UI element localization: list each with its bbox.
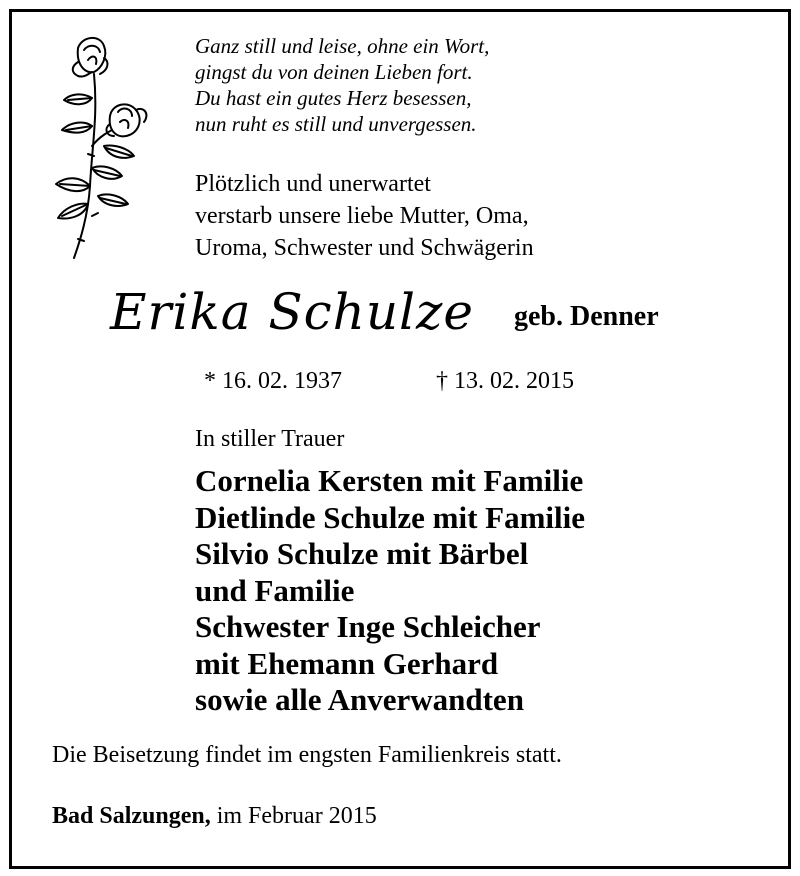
announcement-line: Plötzlich und unerwartet [195,171,431,197]
announcement-text [195,168,534,264]
birth-date: * 16. 02. 1937 [204,368,342,394]
deceased-name-line [110,280,710,350]
poem-line: Ganz still und leise, ohne ein Wort, [195,34,490,58]
announcement-line: verstarb unsere liebe Mutter, Oma, [195,203,529,229]
mourner-line: sowie alle Anverwandten [195,682,524,717]
poem-line: Du hast ein gutes Herz besessen, [195,86,472,110]
mourner-line: Dietlinde Schulze mit Familie [195,499,586,535]
mourner-line: mit Ehemann Gerhard [195,645,499,681]
death-date: † 13. 02. 2015 [436,368,574,394]
place: Bad Salzungen, [52,803,211,829]
announcement-line: Uroma, Schwester und Schwägerin [195,235,534,261]
birth-name: geb. Denner [514,301,659,332]
poem-line: nun ruht es still und unvergessen. [195,112,477,136]
mourner-line: Cornelia Kersten mit Familie [195,463,584,498]
mourner-line: Silvio Schulze mit Bärbel [195,536,529,571]
date: im Februar 2015 [216,803,377,829]
poem [195,33,489,137]
mourner-line: und Familie [195,572,355,608]
burial-note: Die Beisetzung findet im engsten Familienkreis statt. [52,742,562,768]
rose-icon [48,36,163,266]
mourners-list [195,463,585,719]
poem-line: gingst du von deinen Lieben fort. [195,60,473,84]
mourning-intro: In stiller Trauer [195,426,345,452]
place-and-date [52,801,377,831]
mourner-line: Schwester Inge Schleicher [195,609,541,644]
deceased-name: Erika Schulze [110,283,474,341]
